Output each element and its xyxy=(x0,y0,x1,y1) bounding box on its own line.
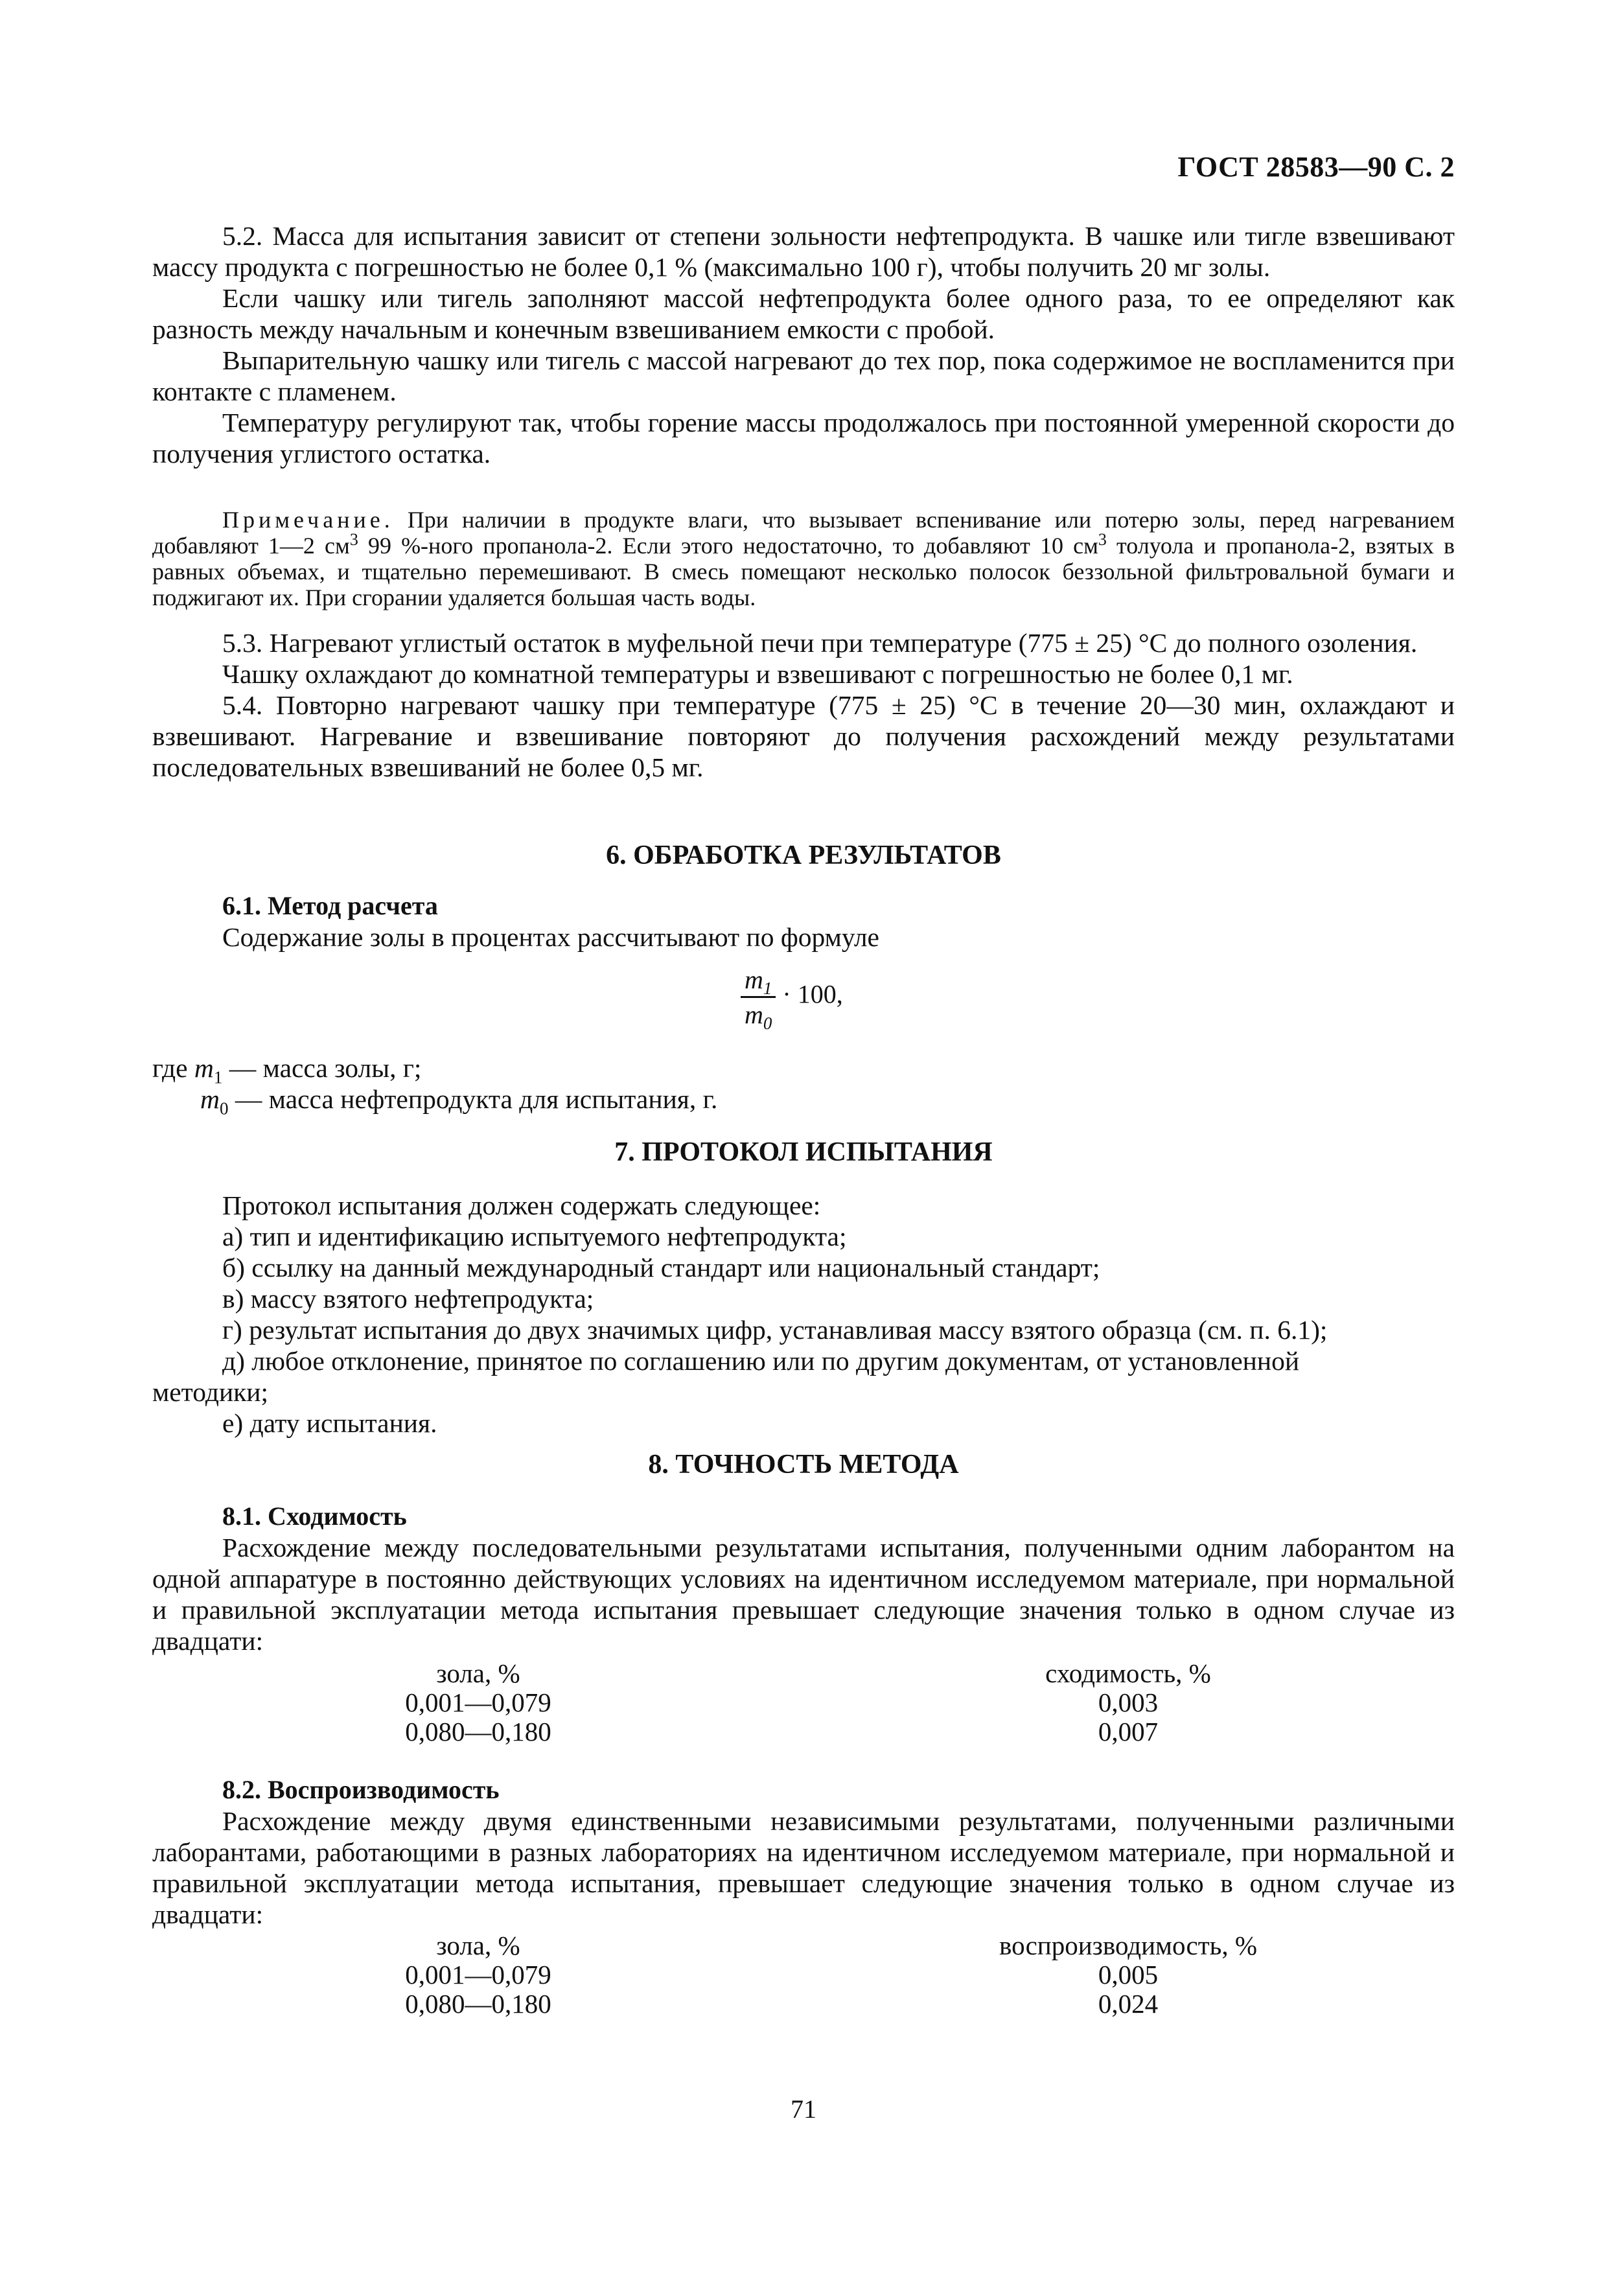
ash-formula xyxy=(741,964,843,1033)
paragraph-5-2-d: Температуру регулируют так, чтобы горение массы продолжалось при постоянной умеренной скорости до получения углистого остатка. xyxy=(152,408,1455,469)
note-sup-2: 3 xyxy=(1098,530,1107,549)
formula-legend xyxy=(152,1052,718,1119)
formula-intro: Содержание золы в процентах рассчитывают по формуле xyxy=(222,922,879,952)
subsection-8-1-text: Расхождение между последовательными результатами испытания, полученными одним лаборантом на одной аппаратуре в постоянно действующих условиях на идентичном исследуемом материале, при нормальной и правильной эксплуатации метода испытания превышает следующие значения только в одном случае из двадцати: xyxy=(152,1533,1455,1656)
protocol-intro: Протокол испытания должен содержать следующее: xyxy=(222,1190,821,1220)
reproducibility-table xyxy=(0,1931,1607,2022)
protocol-item-d-cont: методики; xyxy=(152,1377,269,1407)
page-header: ГОСТ 28583—90 С. 2 xyxy=(1177,151,1455,183)
section-7-title: 7. ПРОТОКОЛ ИСПЫТАНИЯ xyxy=(614,1137,993,1167)
table-cell: 0,001—0,079 xyxy=(405,1687,551,1717)
table-header: зола, % xyxy=(436,1931,520,1960)
subsection-8-1-title: 8.1. Сходимость xyxy=(222,1502,407,1531)
protocol-item-b: б) ссылку на данный международный стандарт или национальный стандарт; xyxy=(222,1253,1100,1282)
note-text-1: При наличии в продукте влаги, что вызывает вспенивание или потерю золы, перед нагреванием добавляют 1—2 см xyxy=(152,507,1455,559)
paragraph-5-3: 5.3. Нагревают углистый остаток в муфельной печи при температуре (775 ± 25) °С до полного озоления. xyxy=(222,628,1418,658)
protocol-item-e: е) дату испытания. xyxy=(222,1408,437,1438)
section-6-text xyxy=(152,890,1455,953)
subsection-8-1 xyxy=(152,1501,1455,1656)
section-5-text xyxy=(152,220,1455,469)
paragraph-5-3-b: Чашку охлаждают до комнатной температуры и взвешивают с погрешностью не более 0,1 мг. xyxy=(222,659,1293,689)
note-sup-1: 3 xyxy=(349,530,358,549)
table-cell: 0,005 xyxy=(1098,1960,1159,1989)
table-cell: 0,007 xyxy=(1098,1717,1159,1746)
table-cell: 0,001—0,079 xyxy=(405,1960,551,1989)
section-5-3-text xyxy=(152,627,1455,783)
subsection-8-2-text: Расхождение между двумя единственными независимыми результатами, полученными различными лаборантами, работающими в разных лабораториях на идентичном исследуемом материале, при нормальной и правильной эксплуатации метода испытания, превышает следующие значения только в одном случае из двадцати: xyxy=(152,1806,1455,1929)
table-cell: 0,080—0,180 xyxy=(405,1717,551,1746)
note-text-3: толуола и пропанола-2, взятых в равных объемах, и тщательно перемешивают. В смесь помещают несколько полосок беззольной фильтровальной бумаги и поджигают их. При сгорании удаляется большая часть воды. xyxy=(152,533,1455,610)
protocol-item-a: а) тип и идентификацию испытуемого нефтепродукта; xyxy=(222,1222,847,1251)
protocol-item-v: в) массу взятого нефтепродукта; xyxy=(222,1284,594,1314)
table-cell: 0,024 xyxy=(1098,1989,1159,2019)
paragraph-5-2-b: Если чашку или тигель заполняют массой нефтепродукта более одного раза, то ее определяют как разность между начальным и конечным взвешиванием емкости с пробой. xyxy=(152,283,1455,344)
protocol-item-d: д) любое отклонение, принятое по соглашению или по другим документам, от установленной xyxy=(222,1346,1300,1376)
protocol-list xyxy=(152,1190,1455,1439)
page-number: 71 xyxy=(791,2094,816,2124)
note-block xyxy=(152,507,1455,610)
subsection-8-2 xyxy=(152,1774,1455,1930)
protocol-item-g: г) результат испытания до двух значимых цифр, устанавливая массу взятого образца (см. п. 6.1); xyxy=(222,1315,1328,1345)
formula-fraction: $\frac{m_1}{m_0}$ xyxy=(741,964,776,1030)
table-cell: 0,003 xyxy=(1098,1687,1159,1717)
paragraph-5-4: 5.4. Повторно нагревают чашку при температуре (775 ± 25) °С в течение 20—30 мин, охлаждают и взвешивают. Нагревание и взвешивание повторяют до получения расхождений между результатами последовательных взвешиваний не более 0,5 мг. xyxy=(152,690,1455,782)
legend-m0: $m_0$ — масса нефтепродукта для испытания, г. xyxy=(200,1084,718,1119)
subsection-6-1-title: 6.1. Метод расчета xyxy=(222,891,438,920)
table-header: сходимость, % xyxy=(1045,1658,1211,1688)
section-8-title: 8. ТОЧНОСТЬ МЕТОДА xyxy=(648,1450,959,1479)
subsection-8-2-title: 8.2. Воспроизводимость xyxy=(222,1775,500,1804)
table-header: зола, % xyxy=(436,1658,520,1688)
note-text-2: 99 %-ного пропанола-2. Если этого недостаточно, то добавляют 10 см xyxy=(358,533,1098,559)
formula-multiplier: · 100, xyxy=(782,979,843,1009)
note-label: Примечание. xyxy=(222,507,394,533)
table-cell: 0,080—0,180 xyxy=(405,1989,551,2019)
legend-m1: где $m_1$ — масса золы, г; xyxy=(152,1053,422,1087)
repeatability-table xyxy=(0,1659,1607,1750)
section-6-title: 6. ОБРАБОТКА РЕЗУЛЬТАТОВ xyxy=(606,841,1001,870)
paragraph-5-2: 5.2. Масса для испытания зависит от степени зольности нефтепродукта. В чашке или тигле взвешивают массу продукта с погрешностью не более 0,1 % (максимально 100 г), чтобы получить 20 мг золы. xyxy=(152,221,1455,282)
table-header: воспроизводимость, % xyxy=(999,1931,1257,1960)
paragraph-5-2-c: Выпарительную чашку или тигель с массой нагревают до тех пор, пока содержимое не воспламенится при контакте с пламенем. xyxy=(152,345,1455,406)
